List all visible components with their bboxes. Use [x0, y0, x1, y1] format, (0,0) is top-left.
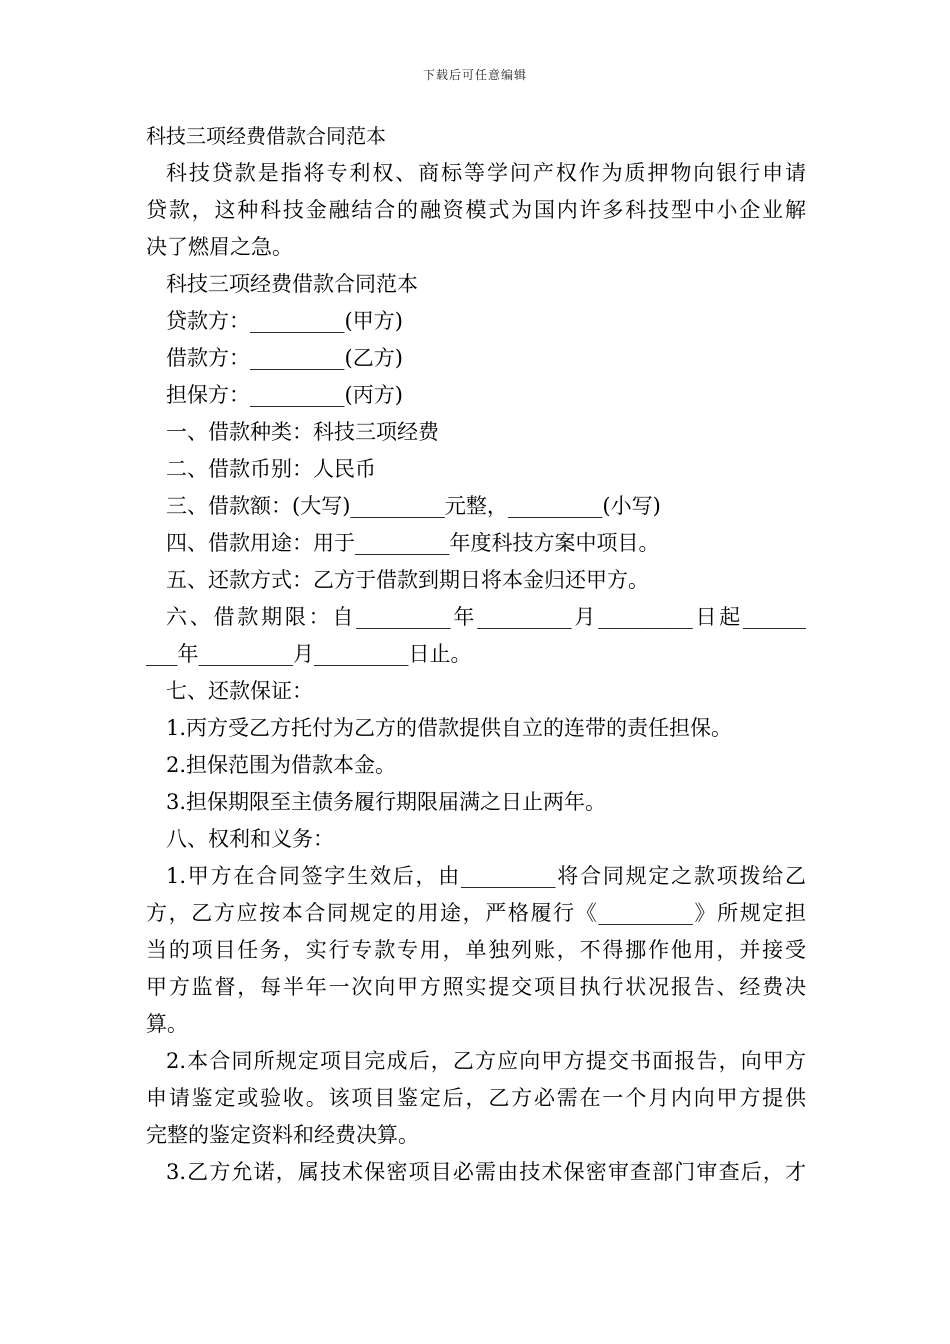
- page-header: 下载后可任意编辑: [422, 68, 527, 82]
- clause-7-item-2: 2.担保范围为借款本金。: [166, 753, 397, 777]
- party-guarantor: 担保方：_________(丙方): [166, 383, 403, 407]
- clause-8-item-1-line-3: 当的项目任务，实行专款专用，单独列账，不得挪作他用，并接受: [146, 938, 806, 962]
- clause-3: 三、借款额：(大写)_________元整，_________(小写): [166, 494, 661, 518]
- clause-8-item-1-line-1: 1.甲方在合同签字生效后，由_________将合同规定之款项拨给乙: [166, 864, 806, 888]
- clause-8-item-1-line-4: 甲方监督，每半年一次向甲方照实提交项目执行状况报告、经费决: [146, 975, 806, 999]
- document-body: [146, 118, 806, 1191]
- clause-1: 一、借款种类：科技三项经费: [166, 420, 439, 444]
- intro-line-2: 贷款，这种科技金融结合的融资模式为国内许多科技型中小企业解: [146, 198, 806, 222]
- party-borrower: 借款方：_________(乙方): [166, 346, 403, 370]
- clause-8-item-3-line-1: 3.乙方允诺，属技术保密项目必需由技术保密审查部门审查后，才: [166, 1160, 806, 1184]
- clause-2: 二、借款币别：人民币: [166, 457, 376, 481]
- clause-8-item-2-line-3: 完整的鉴定资料和经费决算。: [146, 1123, 419, 1147]
- contract-subtitle: 科技三项经费借款合同范本: [166, 272, 418, 296]
- clause-7-item-1: 1.丙方受乙方托付为乙方的借款提供自立的连带的责任担保。: [166, 716, 733, 740]
- clause-6-line-2: ___年_________月_________日止。: [146, 642, 472, 666]
- clause-8-item-2-line-2: 申请鉴定或验收。该项目鉴定后，乙方必需在一个月内向甲方提供: [146, 1086, 806, 1110]
- intro-line-1: 科技贷款是指将专利权、商标等学问产权作为质押物向银行申请: [166, 161, 806, 185]
- clause-4: 四、借款用途：用于_________年度科技方案中项目。: [166, 531, 660, 555]
- clause-7-heading: 七、还款保证：: [166, 679, 313, 703]
- party-lender: 贷款方：_________(甲方): [166, 309, 403, 333]
- document-title: 科技三项经费借款合同范本: [146, 124, 386, 148]
- clause-6-line-1: 六、借款期限：自_________年_________月_________日起______: [166, 605, 806, 629]
- clause-8-item-2-line-1: 2.本合同所规定项目完成后，乙方应向甲方提交书面报告，向甲方: [166, 1049, 806, 1073]
- clause-5: 五、还款方式：乙方于借款到期日将本金归还甲方。: [166, 568, 649, 592]
- clause-8-item-1-line-2: 方，乙方应按本合同规定的用途，严格履行《_________》所规定担: [146, 901, 806, 925]
- clause-8-item-1-line-5: 算。: [146, 1012, 188, 1036]
- intro-line-3: 决了燃眉之急。: [146, 235, 293, 259]
- clause-7-item-3: 3.担保期限至主债务履行期限届满之日止两年。: [166, 790, 607, 814]
- clause-8-heading: 八、权利和义务：: [166, 827, 334, 851]
